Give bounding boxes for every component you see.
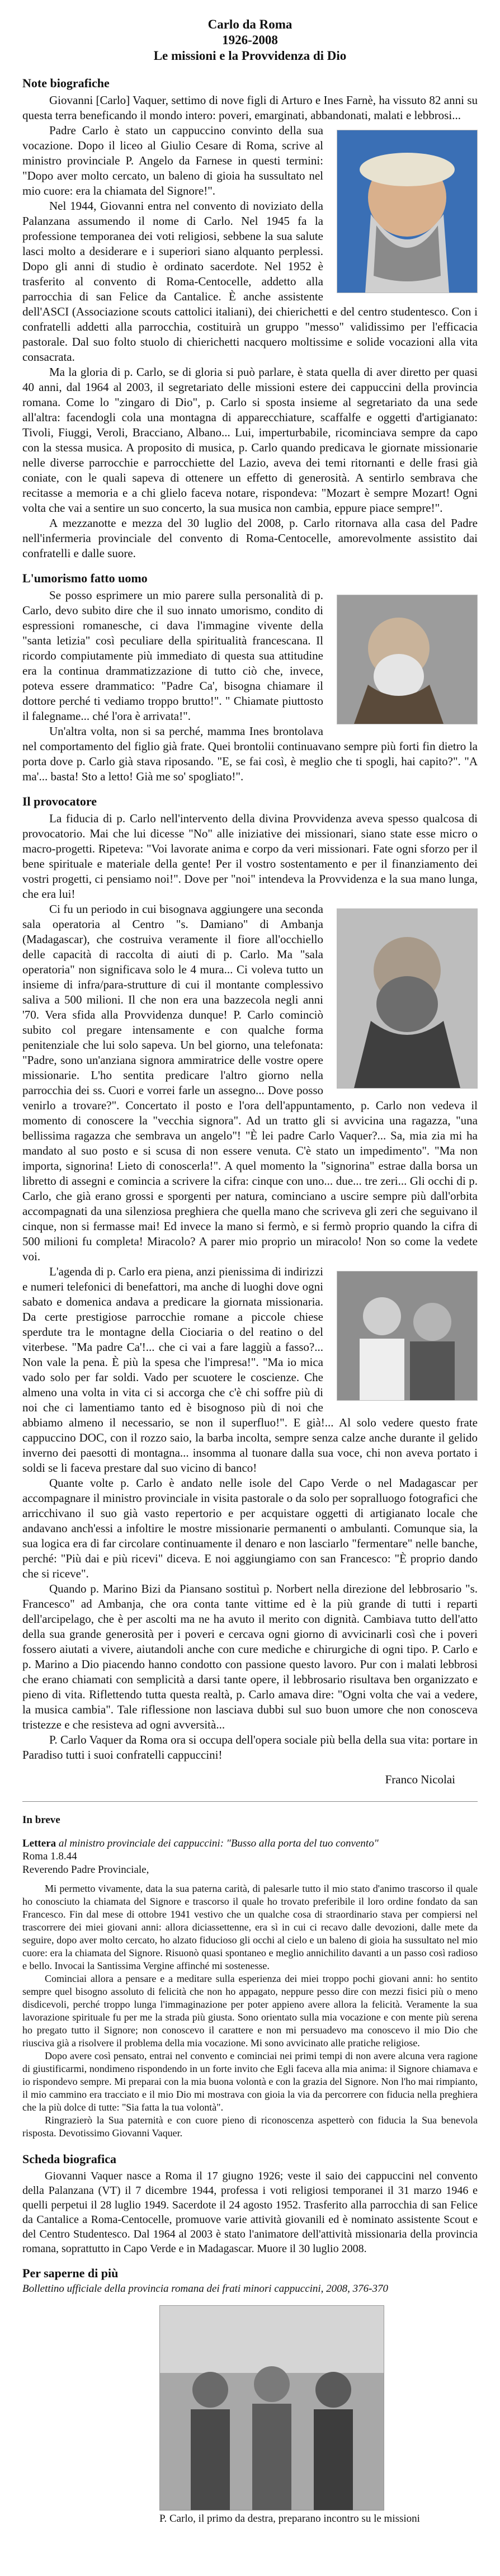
paragraph: L'agenda di p. Carlo era piena, anzi pienissima di indirizzi e numeri telefonici di benefattori, ma anche di luoghi dove ogni sabato e domenica andava a predicare la giornata missionaria. Da certe prestigiose parrocchie romane a piccole chiese sperdute tra le montagne della Ciociaria o del reatino o del viterbese. "Ma padre Ca'!... che ci vai a fare laggiù a fasso?... Non vale la pena. È più la spesa che l'impresa!". "Ma io mica vado solo per far soldi. Vado per scuotere le coscienze. Che almeno una volta in vita ci si accorga che c'è chi soffre più di noi che ci lamentiamo tanto ed è bisognoso più di noi che abbiamo almeno il necessario, se non il superfluo!". E già!... Al solo vedere questo frate cappuccino DOC, con il rozzo saio, la barba incolta, sempre senza calze anche durante il gelido inverno dei paesotti di montagna... insomma al tuonare dalla sua voce, chi non aveva portato i soldi se li faceva prestare dal suo vicino di banco! bbox=[22, 1265, 478, 1475]
section-heading: Per saperne di più bbox=[22, 2266, 119, 2280]
paragraph: Se posso esprimere un mio parere sulla personalità di p. Carlo, devo subito dire che il suo innato umorismo, condito di espressioni romanesche, ci dava l'immagine vivente della "santa letizia" così peculiare della spiritualità francescana. Il ricordo compiutamente più immediato di questa sua attitudine era la continua drammatizzazione di tutto ciò che, invece, poteva essere drammatico: "Padre Ca', bisogna chiamare il dottore perché ti vediamo troppo brutto!". " Chiamate piuttosto il falegname... ché l'ora è arrivata!". bbox=[22, 588, 323, 723]
section-umorismo bbox=[22, 571, 478, 784]
portrait-photo-3 bbox=[337, 908, 478, 1089]
section-heading: L'umorismo fatto uomo bbox=[22, 571, 148, 585]
letter-label: Lettera bbox=[22, 1838, 56, 1849]
letter-place: Roma 1.8.44 bbox=[22, 1850, 77, 1862]
paragraph: La fiducia di p. Carlo nell'intervento della divina Provvidenza aveva spesso qualcosa di provocatorio. Mai che lui dicesse "No" alle iniziative dei missionari, siano state esse micro o macro-progetti. Ripeteva: "Voi lavorate anima e corpo da veri missionari. Fate ogni sforzo per il bene spirituale e materiale della gente! Per il vostro sostentamento e per il finanziamento dei vostri progetti, ci pensiamo noi!". Dove per "noi" intendeva la Provvidenza e la sua mano lunga, che era lui! bbox=[22, 812, 478, 901]
source-reference: Bollettino ufficiale della provincia romana dei frati minori cappuccini, 2008, 376-370 bbox=[22, 2283, 389, 2295]
paragraph: Ci fu un periodo in cui bisognava aggiungere una seconda sala operatoria al Centro "s. Damiano" di Ambanja (Madagascar), che costruiva veramente il fiore all'occhiello delle capacità di raccolta di aiuti di p. Carlo. Ma "sala operatoria" non significava solo le 4 mura... Ci voleva tutto un insieme di infra/para-strutture di cui il montante complessivo saliva a 500 milioni. Il che non era una bazzecola negli anni '70. Vera sfida alla Provvidenza dunque! P. Carlo cominciò subito col pregare intensamente e con qualche forma penitenziale che lui solo sapeva. Un bel giorno, una telefonata: "Padre, sono un'anziana signora ammiratrice delle vostre opere missionarie. L'ho sentita predicare l'altro giorno nella parrocchia dei ss. Cuori e vorrei farle un assegno... Dove posso venirlo a trovare?". Concertato il posto e l'ora dell'appuntamento, p. Carlo non vedeva il momento di conoscere la "vecchia signora". Ad un tratto gli si avvicina una ragazza, "una bellissima ragazza che sembrava un angelo"! "È lei padre Carlo Vaquer?... Sa, mia zia mi ha mandato al suo posto e si scusa di non essere venuta. C'è stato un impedimento". "Ma non importa, signorina! Lieto di conoscerla!". A quel momento la "signorina" estrae dalla borsa un libretto di assegni e comincia a scrivere la cifra: cinque con uno... due... tre zeri... Gli occhi di p. Carlo, che già erano grossi e sporgenti per natura, cominciano a uscire sempre più dall'orbita accompagnati da una silenziosa preghiera che quella mano che scriveva gli zeri che seguivano il cinque, non si fermasse mai! Ed invece la mano si fermò, e si fermò proprio quando la cifra di 500 milioni fu completa! Miracolo? A parer mio proprio un miracolo! Non so come la vedete voi. bbox=[22, 902, 478, 1263]
section-per-saperne bbox=[22, 2266, 478, 2295]
letter-paragraph: Ringrazierò la Sua paternità e con cuore pieno di riconoscenza aspetterò con fiducia la Sua benevola risposta. Devotissimo Giovanni Vaquer. bbox=[22, 2115, 478, 2139]
section-heading: Il provocatore bbox=[22, 794, 97, 808]
paragraph: P. Carlo Vaquer da Roma ora si occupa dell'opera sociale più bella della sua vita: portare in Paradiso tutti i suoi confratelli cappuccini! bbox=[22, 1733, 478, 1762]
bottom-photo bbox=[159, 2305, 383, 2511]
author-signature: Franco Nicolai bbox=[385, 1773, 455, 1786]
paragraph: Quante volte p. Carlo è andato nelle isole del Capo Verde o nel Madagascar per accompagnare il ministro provinciale in visita pastorale o da solo per sopralluogo fotografici che arricchivano il suo già vasto repertorio e per acquistare oggetti di artigianato locale che andavano anch'essi a infoltire le mostre missionarie permanenti o ambulanti. Comunque sia, la sua logica era di far circolare continuamente il denaro e non lasciarlo "fermentare" nelle banche, perché: "Più dai e più ricevi" diceva. E noi aggiungiamo con san Francesco: "È proprio dando che si riceve". bbox=[22, 1476, 478, 1580]
paragraph: Nel 1944, Giovanni entra nel convento di noviziato della Palanzana assumendo il nome di Carlo. Nel 1945 fa la professione temporanea dei voti religiosi, sebbene la sua salute lasci molto a desiderare e i superiori siano alquanto perplessi. Dopo gli anni di studio è ordinato sacerdote. Nel 1952 è trasferito al convento di Roma-Centocelle, addetto alla parrocchia di san Felice da Cantalice. È anche assistente dell'ASCI (Associazione scouts cattolici italiani), dei chierichetti e del centro studentesco. Con i confratelli addetti alla parrocchia, costituirà un gruppo "messo" validissimo per l'efficacia pastorale. Dal suo folto stuolo di chierichetti nacquero moltissime e solide vocazioni alla vita consacrata. bbox=[22, 199, 478, 364]
paragraph: Un'altra volta, non si sa perché, mamma Ines brontolava nel comportamento del figlio già frate. Quei brontolii continuavano sempre più forti fin dietro la porta dove p. Carlo già stava riposando. "E, se fai così, è meglio che ti spogli, hai capito?". "A ma'... basta! Sto a letto! Già me so' spogliato!". bbox=[22, 724, 478, 783]
letter-title-text: al ministro provinciale dei cappuccini: "Busso alla porta del tuo convento" bbox=[58, 1838, 379, 1849]
header-years: 1926-2008 bbox=[222, 33, 278, 47]
header-subtitle: Le missioni e la Provvidenza di Dio bbox=[153, 49, 347, 63]
letter-paragraph: Mi permetto vivamente, data la sua paterna carità, di palesarle tutto il mio stato d'animo trascorso il quale ho conosciuto la chiamata del Signore e trascorso il quale ho trovato preferibile il loro ordine fondato da san Francesco. Fin dal mese di ottobre 1941 vestivo che un qualche cosa di straordinario stava per compiersi nel trascorrere dei miei giovani anni: allora diciassettenne, era sì in cui ci recavo dalle devozioni, dalle mete da seguire, dopo aver molto cercato, ho alzato fiducioso gli occhi al cielo e un baleno di gioia ha sussultato nel mio cuore: era la chiamata del Signore. Risuonò quasi spontaneo e meglio annichilito davanti a un passo così radioso e bello. Invocai la Santissima Vergine affinché mi sostenesse. bbox=[22, 1883, 478, 1971]
section-provocatore bbox=[22, 794, 478, 1763]
divider bbox=[22, 1801, 478, 1802]
letter-salutation: Reverendo Padre Provinciale, bbox=[22, 1864, 149, 1876]
photo-caption: P. Carlo, il primo da destra, preparano incontro su le missioni bbox=[159, 2513, 420, 2525]
letter-title bbox=[22, 1838, 478, 1850]
paragraph: Padre Carlo è stato un cappuccino convinto della sua vocazione. Dopo il liceo al Giulio Cesare di Roma, scrive al ministro provinciale P. Angelo da Farnese in questi termini: "Dopo aver molto cercato, un baleno di gioia ha sussultato nel mio cuore: era la chiamata del Signore!". bbox=[22, 124, 323, 197]
section-heading: Scheda biografica bbox=[22, 2152, 117, 2166]
inbreve-heading: In breve bbox=[22, 1814, 60, 1826]
letter-paragraph: Dopo avere così pensato, entrai nel convento e cominciai nei primi tempi di non avere alcuna vera ragione di giustificarmi, nondimeno rispondendo in un forte invito che Egli faceva alla mia anima: il Signore chiamava e io rispondevo sempre. Mi preparai con la mia buona volontà e con la grazia del Signore. Non l'ho mai rimpianto, il mio cammino era tracciato e il mio Dio mi mostrava con gioia la via da percorrere con fiducia nella preghiera che la più dolce di tutte: "Sia fatta la tua volontà". bbox=[22, 2050, 478, 2113]
paragraph: Giovanni [Carlo] Vaquer, settimo di nove figli di Arturo e Ines Farnè, ha vissuto 82 anni su questa terra beneficando il mondo intero: poveri, emarginati, abbandonati, malati e lebbrosi... bbox=[22, 93, 478, 122]
paragraph: Quando p. Marino Bizi da Piansano sostituì p. Norbert nella direzione del lebbrosario "s. Francesco" ad Ambanja, che ora conta tante vittime ed è la più grande di tutti i reparti dell'arcipelago, che è per ascolti ma ne ha avuto il merito con dignità. Cambiava tutto dell'atto della sua grande generosità per i poveri e cercava ogni giorno di avvicinarli così che i poveri fossero aiutati a vivere, aiutandoli anche con cure mediche e chirurgiche di ogni tipo. P. Carlo e p. Marino a Dio piacendo hanno condotto con passione questo lavoro. Pur con i malati lebbrosi che erano chiamati con semplicità a darsi tante opere, il lebbrosario risultava ben organizzato e pieno di vita. Riflettendo tutta questa realtà, p. Carlo amava dire: "Ogni volta che vai a vedere, la musica cambia". Tale riflessione non lasciava dubbi sul suo buon umore che non conosceva tristezze e che resisteva ad ogni avversità... bbox=[22, 1582, 478, 1731]
group-photo bbox=[337, 1271, 478, 1401]
document-header bbox=[22, 17, 478, 64]
paragraph: A mezzanotte e mezza del 30 luglio del 2008, p. Carlo ritornava alla casa del Padre nell'infermeria provinciale del convento di Roma-Centocelle, amorevolmente assistito dai confratelli e dalle suore. bbox=[22, 516, 478, 560]
section-note-biografiche bbox=[22, 76, 478, 561]
header-name: Carlo da Roma bbox=[207, 17, 293, 31]
letter-paragraph: Cominciai allora a pensare e a meditare sulla esperienza dei miei troppo pochi giovani anni: ho sentito sempre quel bisogno assoluto di felicità che non ho appagato, neppure pesso dire con mezzi fisici più o meno disdicevoli, perché troppo lunga l'immaginazione per poter appieno avere allora la felicità. Veramente la sua lavorazione spirituale fu per me la strada più giusta. Sono orientato sulla mia vocazione e con mente più serena ho pregato tutto il Signore; non conoscevo il carattere e non mi persuadevo ma conoscevo il mio Dio che riusciva già a risolvere il problema della mia vocazione. Mi sono avvicinato alle pratiche religiose. bbox=[22, 1973, 478, 2048]
portrait-photo-2 bbox=[337, 595, 478, 724]
paragraph: Giovanni Vaquer nasce a Roma il 17 giugno 1926; veste il saio dei cappuccini nel convento della Palanzana (VT) il 7 dicembre 1944, professa i voti religiosi temporanei il 31 marzo 1946 e quelli perpetui il 28 luglio 1949. Sacerdote il 24 agosto 1952. Trasferito alla parrocchia di san Felice da Cantalice a Roma-Centocelle, promuove varie attività giovanili ed è nominato assistente Scout e del Centro Studentesco. Dal 1964 al 2003 è stato l'animatore dell'attività missionaria della provincia romana, soprattutto in Capo Verde e in Madagascar. Muore il 30 luglio 2008. bbox=[22, 2170, 478, 2255]
letter-block bbox=[22, 1838, 478, 2140]
section-heading: Note biografiche bbox=[22, 76, 110, 90]
paragraph: Ma la gloria di p. Carlo, se di gloria si può parlare, è stata quella di aver diretto per quasi 40 anni, dal 1964 al 2003, il segretariato delle missioni estere dei cappuccini della provincia romana. Come lo "zingaro di Dio", p. Carlo si sposta insieme al segretariato da una sede all'altra: facendogli cola una montagna di apparecchiature, scaffalfe e oggetti d'artigianato: Tivoli, Fiuggi, Veroli, Bracciano, Albano... Lui, imperturbabile, ricominciava sempre da capo con la stessa musica. A proposito di musica, p. Carlo quando predicava le giornate missionarie nelle diverse parrocchie e parrocchiette del Lazio, aveva dei temi ritornanti e delle frasi già coniate, con le quali sapeva di ottenere un effetto di generosità. A sentirlo sembrava che recitasse a memoria e a chi glielo faceva notare, rispondeva: "Mozart è sempre Mozart! Ogni volta che vai a sentire un suo concerto, la sua musica non cambia, eppure piace sempre!". bbox=[22, 365, 478, 515]
section-scheda bbox=[22, 2152, 478, 2256]
portrait-photo-1 bbox=[337, 130, 478, 293]
